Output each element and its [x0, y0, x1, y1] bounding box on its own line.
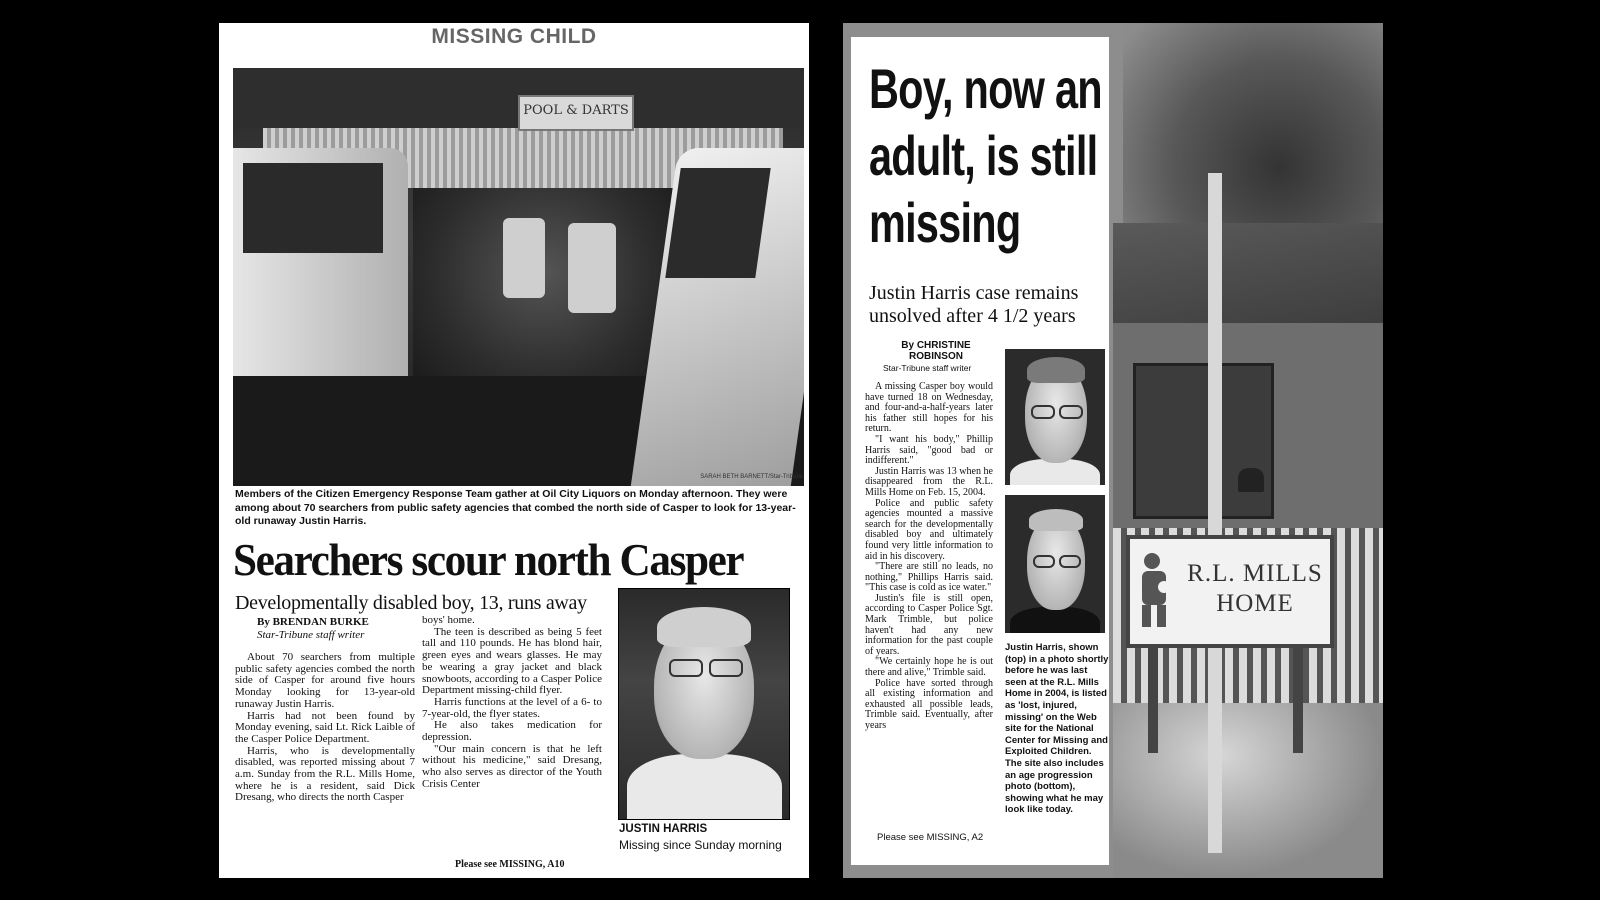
paragraph: The teen is described as being 5 feet tall and 110 pounds. He has blond hair, green eyes and wears glasses. He may be wearing a gray jacket and black snowboots, according to a Casper Police Department missing-child flyer. — [422, 625, 602, 697]
photo-credit: SARAH BETH BARNETT/Star-Tribune — [700, 474, 803, 480]
photo-glasses — [1033, 555, 1055, 568]
paragraph: Justin Harris was 13 when he disappeared from the R.L. Mills Home on Feb. 15, 2004. — [865, 465, 993, 498]
byline-role: Star-Tribune staff writer — [257, 629, 365, 641]
photo-truck-window — [665, 168, 770, 278]
portrait-glasses — [669, 659, 703, 677]
left-clipping — [219, 23, 809, 878]
photo-vest — [568, 223, 616, 313]
portrait-shirt — [627, 754, 782, 820]
background-pole — [1208, 173, 1222, 853]
portrait-name: JUSTIN HARRIS — [619, 823, 708, 835]
background-roof — [1113, 223, 1383, 333]
paragraph: boys' home. — [422, 614, 475, 626]
sign-line: R.L. MILLS — [1187, 560, 1323, 587]
mills-home-logo-icon — [1138, 551, 1174, 629]
article-column — [865, 382, 993, 732]
portrait-glasses — [709, 659, 743, 677]
portrait-photo — [618, 588, 790, 820]
paragraph: Harris, who is developmentally disabled, was reported missing about 7 a.m. Sunday from the R.L. Mills Home, where he is a resident, said Dick Dresang, who directs the north Casper — [235, 744, 415, 804]
byline: By BRENDAN BURKE — [257, 616, 369, 628]
paragraph: About 70 searchers from multiple public safety agencies combed the north side of Casper for around five hours Monday looking for 13-year-old runaway Justin Harris. — [235, 651, 415, 710]
paragraph: Harris functions at the level of a 6- to 7-year-old, the flyer states. — [422, 695, 602, 720]
photo-pool-darts-sign: POOL & DARTS — [518, 95, 634, 131]
mailbox — [1238, 468, 1264, 492]
photo-glasses — [1059, 555, 1081, 568]
subhead: Justin Harris case remains unsolved after 4 1/2 years — [869, 282, 1079, 327]
paragraph: He also takes medication for depression. — [422, 719, 602, 744]
sign-line: HOME — [1216, 590, 1294, 617]
subhead: Developmentally disabled boy, 13, runs away — [235, 592, 587, 614]
paragraph: A missing Casper boy would have turned 18 on Wednesday, and four-and-a-half-years later his father still hopes for his return. — [865, 381, 993, 435]
portrait-hair — [657, 607, 751, 647]
headline: Boy, now an adult, is still missing — [869, 57, 1102, 254]
paragraph: "Our main concern is that he left without his medicine," said Dresang, who also serves as director of the Youth Crisis Center — [422, 742, 602, 790]
portrait-caption: Missing since Sunday morning — [619, 838, 782, 852]
byline-role: Star-Tribune staff writer — [883, 363, 972, 373]
paragraph: Police and public safety agencies mounted a massive search for the developmentally disabled boy and ultimately found very little information to aid in his discovery. — [865, 497, 993, 562]
photo-shirt — [1010, 607, 1100, 633]
paragraph: "We certainly hope he is out there and alive," Trimble said. — [865, 656, 993, 679]
sign-post — [1293, 643, 1303, 753]
photo-glasses — [1031, 405, 1055, 419]
byline: By CHRISTINE ROBINSON — [901, 340, 971, 362]
paragraph: Police have sorted through all existing information and exhausted all possible leads, Trimble said. Eventually, after years — [865, 677, 993, 731]
photo-truck-window — [243, 163, 383, 253]
search-team-photo — [233, 68, 804, 486]
paragraph: Justin's file is still open, according to Casper Police Sgt. Mark Trimble, but police haven't had any new information for the past couple of years. — [865, 592, 993, 657]
jump-line: Please see MISSING, A2 — [877, 832, 984, 843]
right-clipping — [843, 23, 1383, 878]
paragraph: "There are still no leads, no nothing," Phillips Harris said. "This case is cold as ice water." — [865, 561, 993, 594]
article-panel — [851, 37, 1109, 865]
article-column-2 — [422, 615, 602, 791]
age-progression-photo — [1005, 495, 1105, 633]
photo-vest — [503, 218, 545, 298]
photo-glasses — [1059, 405, 1083, 419]
sign-text — [1180, 559, 1330, 619]
photo-hair — [1027, 357, 1085, 383]
photo-caption: Justin Harris, shown (top) in a photo shortly before he was last seen at the R.L. Mills Home in 2004, is listed as 'lost, injured, missing' on the Web site for the National Center for Missing and Exploited Children. The site also includes an age progression photo (bottom), showing what he may look like today. — [1005, 642, 1109, 816]
article-column-1 — [235, 652, 415, 804]
childhood-photo — [1005, 349, 1105, 485]
background-door — [1133, 363, 1274, 519]
jump-line: Please see MISSING, A10 — [455, 859, 565, 870]
photo-hair — [1029, 509, 1083, 531]
paragraph: "I want his body," Phillip Harris said, "good bad or indifferent." — [865, 433, 993, 467]
mills-home-sign — [1126, 535, 1334, 648]
sign-post — [1148, 643, 1158, 753]
photo-caption: Members of the Citizen Emergency Response Team gather at Oil City Liquors on Monday afternoon. They were among about 70 searchers from public safety agencies that combed the north side of Casper to look for 13-year-old runaway Justin Harris. — [235, 488, 796, 527]
section-kicker: MISSING CHILD — [431, 25, 597, 48]
paragraph: Harris had not been found by Monday evening, said Lt. Rick Laible of the Casper Police Department. — [235, 709, 415, 745]
headline: Searchers scour north Casper — [233, 534, 744, 585]
